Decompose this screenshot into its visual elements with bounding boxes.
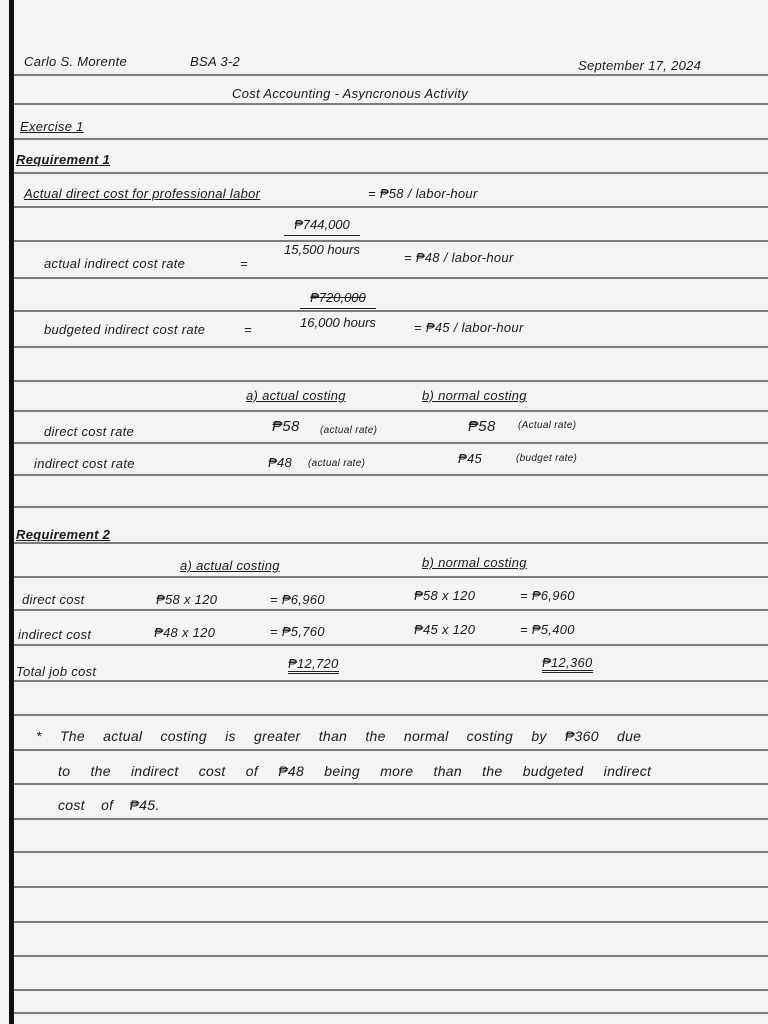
value: ₱58 bbox=[272, 418, 300, 435]
row-label: direct cost rate bbox=[44, 424, 135, 439]
note: (actual rate) bbox=[320, 425, 378, 436]
ruled-line bbox=[14, 442, 768, 444]
ruled-line bbox=[14, 955, 768, 957]
ruled-line bbox=[14, 989, 768, 991]
ruled-line bbox=[14, 576, 768, 578]
value: ₱45 bbox=[458, 451, 483, 466]
ruled-line bbox=[14, 240, 768, 242]
conclusion-line-3: cost of ₱45. bbox=[58, 797, 160, 813]
value: = ₱6,960 bbox=[270, 592, 325, 607]
requirement-1-heading: Requirement 1 bbox=[16, 152, 111, 167]
row-label: indirect cost bbox=[18, 627, 92, 642]
formula: ₱45 x 120 bbox=[414, 622, 476, 637]
note: (actual rate) bbox=[308, 458, 366, 469]
total-actual: ₱12,720 bbox=[288, 656, 339, 674]
exercise-heading: Exercise 1 bbox=[20, 119, 84, 134]
row-label: indirect cost rate bbox=[34, 456, 135, 471]
value: = ₱5,400 bbox=[520, 622, 575, 637]
ruled-line bbox=[14, 206, 768, 208]
total-normal: ₱12,360 bbox=[542, 655, 593, 673]
section: BSA 3-2 bbox=[190, 54, 241, 69]
formula: ₱58 x 120 bbox=[414, 588, 476, 603]
budgeted-indirect-fraction bbox=[300, 290, 376, 330]
ruled-line bbox=[14, 680, 768, 682]
ruled-line bbox=[14, 277, 768, 279]
ruled-line bbox=[14, 818, 768, 820]
value: ₱58 bbox=[468, 418, 496, 435]
ruled-line bbox=[14, 1012, 768, 1014]
direct-cost-value: = ₱58 / labor-hour bbox=[368, 186, 478, 201]
budgeted-indirect-label: budgeted indirect cost rate bbox=[44, 322, 206, 337]
ruled-line bbox=[14, 410, 768, 412]
ruled-line bbox=[14, 749, 768, 751]
formula: ₱48 x 120 bbox=[154, 625, 216, 640]
ruled-line bbox=[14, 172, 768, 174]
ruled-line bbox=[14, 609, 768, 611]
note: (Actual rate) bbox=[518, 420, 577, 431]
total-label: Total job cost bbox=[16, 664, 97, 679]
ruled-line bbox=[14, 542, 768, 544]
ruled-line bbox=[14, 310, 768, 312]
conclusion-line-2: to the indirect cost of ₱48 being more than the budgeted indirect bbox=[58, 763, 652, 779]
ruled-line bbox=[14, 921, 768, 923]
value: = ₱5,760 bbox=[270, 624, 325, 639]
denominator: 15,500 hours bbox=[284, 242, 360, 257]
row-label: direct cost bbox=[22, 592, 85, 607]
ruled-line bbox=[14, 851, 768, 853]
actual-indirect-result: = ₱48 / labor-hour bbox=[404, 250, 514, 265]
col-normal-costing: b) normal costing bbox=[422, 555, 527, 570]
equals: = bbox=[244, 322, 252, 337]
col-normal-costing: b) normal costing bbox=[422, 388, 527, 403]
student-name: Carlo S. Morente bbox=[24, 54, 128, 69]
value: ₱48 bbox=[268, 455, 293, 470]
budgeted-indirect-result: = ₱45 / labor-hour bbox=[414, 320, 524, 335]
numerator: ₱744,000 bbox=[284, 217, 360, 236]
actual-indirect-fraction bbox=[284, 217, 360, 257]
page-margin-line bbox=[9, 0, 14, 1024]
date: September 17, 2024 bbox=[578, 58, 702, 73]
col-actual-costing: a) actual costing bbox=[246, 388, 346, 403]
ruled-line bbox=[14, 474, 768, 476]
requirement-2-heading: Requirement 2 bbox=[16, 527, 111, 542]
value: = ₱6,960 bbox=[520, 588, 575, 603]
ruled-line bbox=[14, 74, 768, 76]
ruled-line bbox=[14, 346, 768, 348]
ruled-line bbox=[14, 644, 768, 646]
direct-cost-line: Actual direct cost for professional labor bbox=[24, 186, 261, 201]
conclusion-line-1: * The actual costing is greater than the normal costing by ₱360 due bbox=[36, 728, 642, 744]
note: (budget rate) bbox=[516, 453, 578, 464]
ruled-line bbox=[14, 138, 768, 140]
ruled-line bbox=[14, 506, 768, 508]
col-actual-costing: a) actual costing bbox=[180, 558, 280, 573]
ruled-line bbox=[14, 783, 768, 785]
formula: ₱58 x 120 bbox=[156, 592, 218, 607]
actual-indirect-label: actual indirect cost rate bbox=[44, 256, 186, 271]
ruled-line bbox=[14, 714, 768, 716]
equals: = bbox=[240, 256, 248, 271]
ruled-line bbox=[14, 380, 768, 382]
numerator: ₱720,000 bbox=[300, 290, 376, 309]
document-title: Cost Accounting - Asyncronous Activity bbox=[232, 86, 469, 101]
ruled-line bbox=[14, 886, 768, 888]
denominator: 16,000 hours bbox=[300, 315, 376, 330]
ruled-line bbox=[14, 103, 768, 105]
